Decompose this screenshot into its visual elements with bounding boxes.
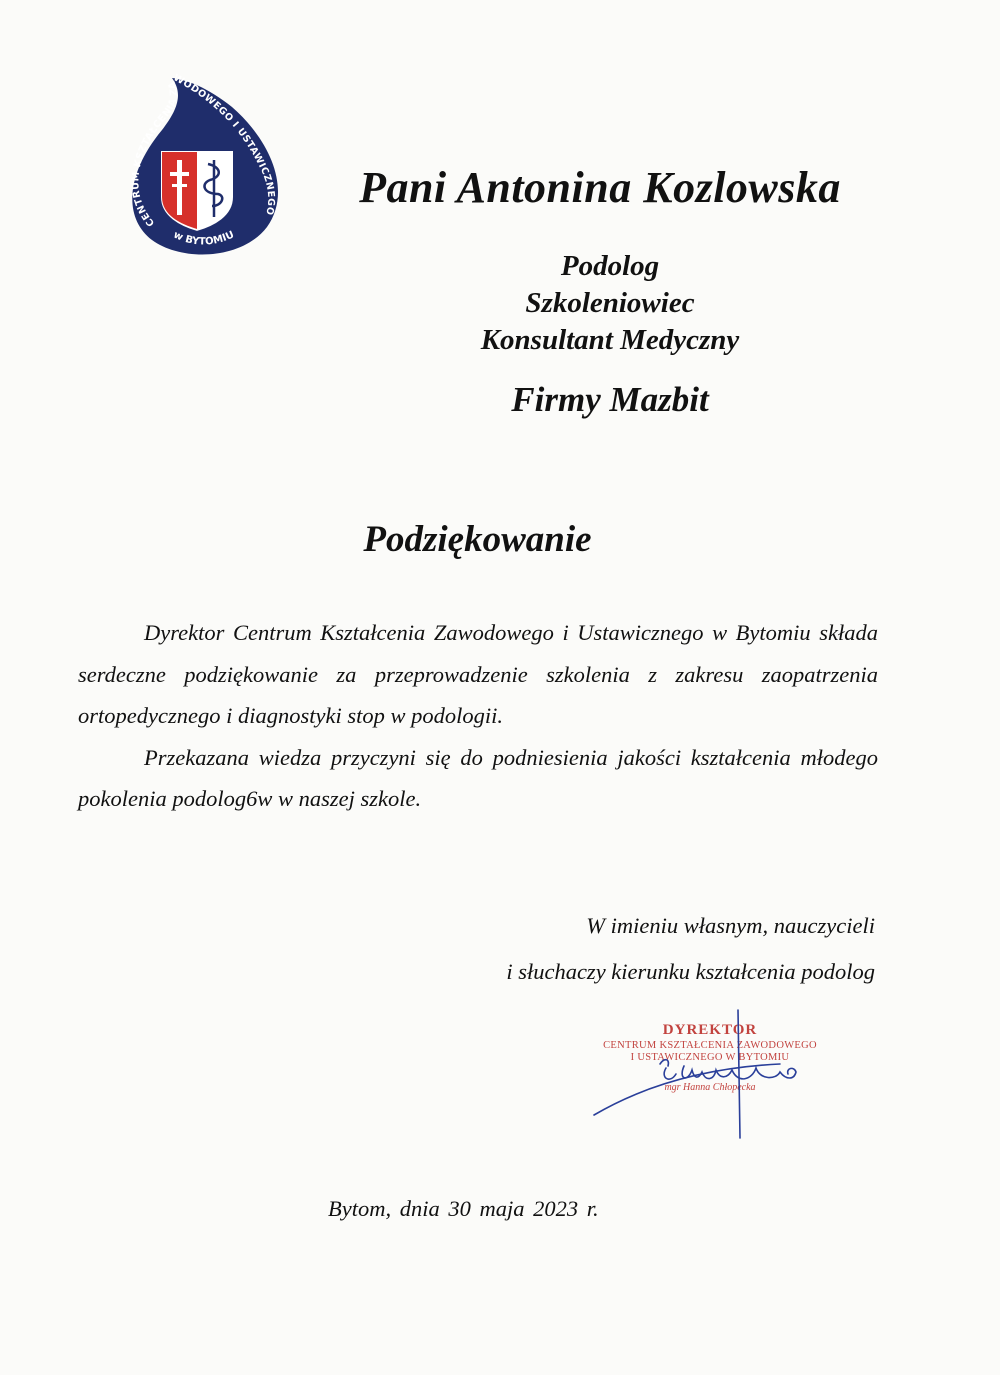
stamp-org-line-2: I USTAWICZNEGO W BYTOMIU xyxy=(630,1052,790,1063)
closing-line-2: i słuchaczy kierunku kształcenia podolog xyxy=(506,959,875,984)
company-name: Firmy Mazbit xyxy=(511,380,709,419)
document-heading: Podziękowanie xyxy=(363,519,592,560)
handwritten-signature xyxy=(580,1008,840,1158)
recipient-name: Pani Antonina Kozlowska xyxy=(359,163,841,212)
school-logo xyxy=(122,72,282,272)
director-stamp xyxy=(580,1008,840,1158)
role-medical-consultant: Konsultant Medyczny xyxy=(480,324,740,356)
closing-block xyxy=(440,903,875,995)
body-paragraph-2: Przekazana wiedza przyczyni się do podniesienia jakości kształcenia młodego pokolenia podolog6w w naszej szkole. xyxy=(78,744,878,811)
closing-line-1: W imieniu własnym, nauczycieli xyxy=(586,913,875,938)
role-podiatrist: Podolog xyxy=(560,250,660,282)
stamp-title: DYREKTOR xyxy=(662,1022,758,1038)
logo-city-text: w BYTOMIU xyxy=(171,229,236,248)
recipient-roles xyxy=(310,248,910,359)
stamp-name: mgr Hanna Chłopecka xyxy=(664,1082,756,1093)
logo-ring-text: CENTRUM KSZTAŁCENIA ZAWODOWEGO I USTAWICZNEGO xyxy=(130,72,277,229)
letter-body xyxy=(78,612,878,820)
body-paragraph-1: Dyrektor Centrum Kształcenia Zawodowego i Ustawicznego w Bytomiu składa serdeczne podziękowanie za przeprowadzenie szkolenia z zakresu zaopatrzenia ortopedycznego i diagnostyki stop w podologii. xyxy=(78,620,878,728)
role-trainer: Szkoleniowiec xyxy=(525,287,695,319)
stamp-org-line-1: CENTRUM KSZTAŁCENIA ZAWODOWEGO xyxy=(603,1040,817,1051)
document-date: Bytom, dnia 30 maja 2023 r. xyxy=(328,1196,599,1221)
